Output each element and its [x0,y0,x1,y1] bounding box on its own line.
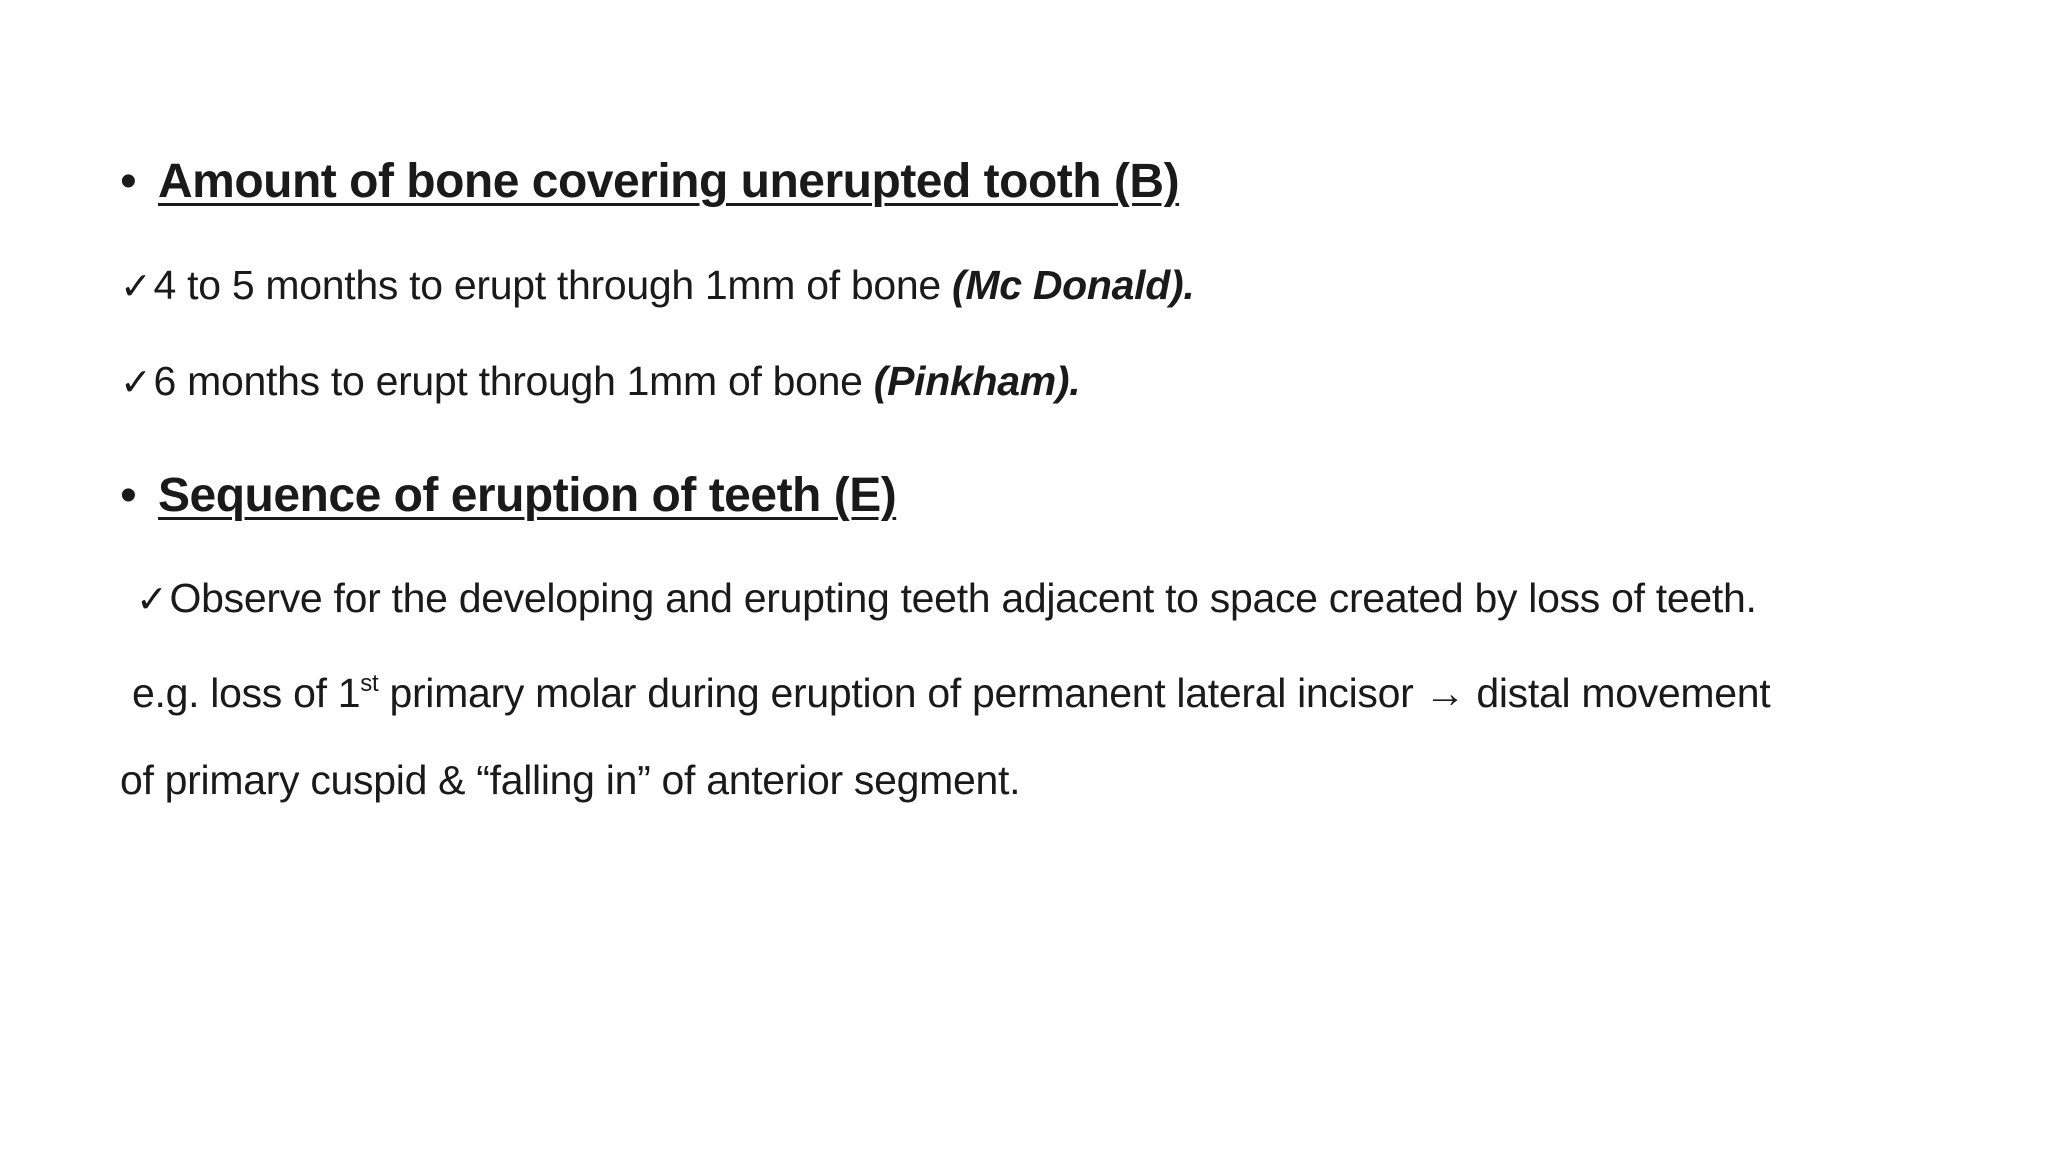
citation: (Pinkham). [873,358,1081,404]
check-item-pinkham [120,358,1080,405]
example-line-1 [132,670,1770,717]
check-icon: ✓ [120,362,152,404]
check-item-observe [136,575,1757,622]
bullet-icon: • [120,469,137,522]
bullet-icon: • [120,155,137,208]
example-suffix: primary molar during eruption of permanent lateral incisor → distal movement [378,670,1771,716]
section-heading-bone [120,154,1179,209]
heading-title: Amount of bone covering unerupted tooth (B) [158,155,1180,208]
example-line-2 [120,757,1020,804]
item-text: 4 to 5 months to erupt through 1mm of bone [153,262,953,308]
ordinal-suffix: st [360,670,379,697]
item-text: Observe for the developing and erupting teeth adjacent to space created by loss of teeth. [169,575,1757,621]
heading-title: Sequence of eruption of teeth (E) [158,469,897,522]
citation: (Mc Donald). [952,262,1195,308]
check-icon: ✓ [120,266,152,308]
item-text: 6 months to erupt through 1mm of bone [153,358,874,404]
section-heading-sequence [120,468,896,523]
example-line2-text: of primary cuspid & “falling in” of anterior segment. [120,757,1021,803]
check-item-mcdonald [120,262,1194,309]
example-prefix: e.g. loss of 1 [132,670,361,716]
check-icon: ✓ [136,579,168,621]
